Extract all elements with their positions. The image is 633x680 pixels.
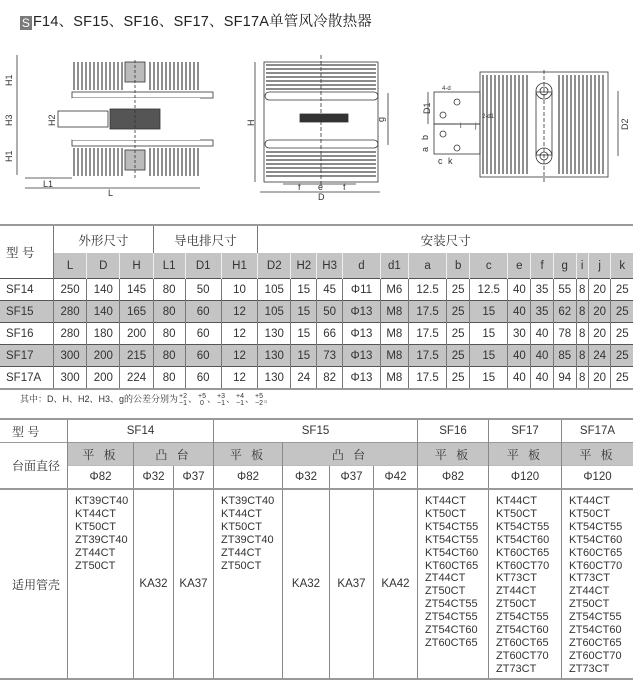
technical-drawings: [0, 40, 633, 212]
value-cell: 35: [531, 301, 554, 323]
value-cell: Φ13: [343, 345, 381, 367]
label-2d1: 2-d1: [482, 114, 495, 120]
case-item: KT60CT65: [569, 546, 623, 559]
value-cell: 94: [553, 367, 576, 390]
case-item: KT50CT: [425, 507, 466, 520]
model-sf14: SF14: [68, 419, 214, 443]
model-cell: SF15: [0, 301, 54, 323]
label-c: c: [438, 156, 443, 166]
table-row: [0, 279, 633, 301]
value-cell: 200: [120, 323, 153, 345]
column-header: H: [120, 253, 153, 279]
case-item: KT54CT55: [569, 520, 623, 533]
column-header: i: [576, 253, 588, 279]
value-cell: 30: [508, 323, 531, 345]
case-item: ZT50CT: [75, 559, 116, 572]
value-cell: 45: [317, 279, 343, 301]
value-cell: 8: [576, 301, 588, 323]
case-table: [0, 418, 633, 680]
tolerance-lower: −2: [255, 399, 263, 407]
value-cell: 80: [153, 301, 185, 323]
column-header: b: [447, 253, 470, 279]
column-header: e: [508, 253, 531, 279]
value-cell: Φ11: [343, 279, 381, 301]
value-cell: 215: [120, 345, 153, 367]
value-cell: 130: [258, 323, 291, 345]
label-d: D: [318, 192, 325, 202]
value-cell: 250: [54, 279, 87, 301]
value-cell: Φ13: [343, 301, 381, 323]
sf14-dia-32: Φ32: [134, 466, 174, 490]
value-cell: 20: [588, 323, 611, 345]
model-cell: SF17A: [0, 367, 54, 390]
group-outline: 外形尺寸: [54, 225, 154, 253]
case-item: KT60CT70: [496, 559, 550, 572]
sf14-dia-flat: Φ82: [68, 466, 134, 490]
value-cell: 80: [153, 279, 185, 301]
case-item: ZT44CT: [496, 585, 537, 598]
value-cell: 15: [470, 367, 508, 390]
value-cell: M6: [380, 279, 408, 301]
value-cell: M8: [380, 345, 408, 367]
value-cell: 15: [291, 301, 317, 323]
tolerance-upper: +2: [179, 392, 187, 400]
value-cell: 40: [531, 345, 554, 367]
sf17-dia: Φ120: [489, 466, 562, 490]
value-cell: 60: [185, 345, 221, 367]
separator: 、: [226, 394, 236, 404]
value-cell: 24: [588, 345, 611, 367]
sf17-cases: [489, 490, 561, 676]
label-g: g: [376, 116, 386, 122]
value-cell: 40: [508, 345, 531, 367]
value-cell: 40: [508, 301, 531, 323]
column-header: f: [531, 253, 554, 279]
value-cell: 25: [611, 367, 633, 390]
tolerance-upper: +5: [198, 392, 206, 400]
case-item: KT50CT: [496, 507, 537, 520]
model-sf16: SF16: [418, 419, 489, 443]
value-cell: 15: [470, 323, 508, 345]
value-cell: 180: [87, 323, 120, 345]
value-cell: 17.5: [408, 367, 446, 390]
model-header: 型 号: [0, 225, 54, 279]
value-cell: 80: [153, 345, 185, 367]
model-cell: SF14: [0, 279, 54, 301]
page-title: [20, 10, 372, 31]
tolerance-upper: +4: [236, 392, 244, 400]
label-4d: 4-d: [442, 86, 451, 92]
column-header: H2: [291, 253, 317, 279]
value-cell: 24: [291, 367, 317, 390]
value-cell: 8: [576, 345, 588, 367]
value-cell: 140: [87, 301, 120, 323]
label-h1-top: H1: [4, 74, 14, 86]
sf14-boss-case-2: KA37: [174, 489, 214, 679]
case-item: KT60CT65: [425, 559, 479, 572]
group-busbar: 导电排尺寸: [153, 225, 258, 253]
label-a: a: [420, 146, 430, 152]
value-cell: 50: [185, 279, 221, 301]
value-cell: 40: [531, 367, 554, 390]
label-l: L: [108, 188, 114, 198]
value-cell: 35: [531, 279, 554, 301]
value-cell: 8: [576, 367, 588, 390]
case-item: KT50CT: [75, 520, 116, 533]
diameter-label: 台面直径: [0, 443, 68, 490]
case-item: KT73CT: [496, 572, 537, 585]
sf15-flat-cases: [214, 490, 282, 572]
value-cell: 80: [153, 323, 185, 345]
value-cell: 25: [447, 279, 470, 301]
sf17a-flat-header: 平 板: [562, 443, 633, 466]
value-cell: 8: [576, 279, 588, 301]
tolerance-lower: 0: [200, 399, 204, 407]
label-d1: D1: [422, 102, 432, 114]
value-cell: 105: [258, 301, 291, 323]
value-cell: 25: [611, 301, 633, 323]
model-cell: SF17: [0, 345, 54, 367]
value-cell: 12: [221, 301, 257, 323]
value-cell: 224: [120, 367, 153, 390]
case-item: ZT60CT65: [496, 636, 549, 649]
value-cell: 130: [258, 367, 291, 390]
title-badge: S: [21, 16, 31, 30]
column-header: k: [611, 253, 633, 279]
value-cell: 85: [553, 345, 576, 367]
value-cell: 140: [87, 279, 120, 301]
sf15-boss-header: 凸 台: [283, 443, 418, 466]
sf14-dia-37: Φ37: [174, 466, 214, 490]
case-item: KT54CT60: [425, 546, 479, 559]
value-cell: 15: [470, 345, 508, 367]
value-cell: 20: [588, 367, 611, 390]
case-item: KT50CT: [569, 507, 610, 520]
value-cell: 20: [588, 279, 611, 301]
case-item: ZT54CT55: [425, 611, 478, 624]
value-cell: 300: [54, 367, 87, 390]
table-row: [0, 367, 633, 390]
value-cell: 280: [54, 323, 87, 345]
value-cell: 82: [317, 367, 343, 390]
value-cell: 165: [120, 301, 153, 323]
value-cell: 8: [576, 323, 588, 345]
label-h3: H3: [4, 114, 14, 126]
sf15-boss-case-3: KA42: [374, 489, 418, 679]
value-cell: 78: [553, 323, 576, 345]
value-cell: 280: [54, 301, 87, 323]
value-cell: 200: [87, 367, 120, 390]
value-cell: M8: [380, 323, 408, 345]
sf15-dia-42: Φ42: [374, 466, 418, 490]
case-item: ZT54CT60: [425, 624, 478, 637]
label-h: H: [246, 119, 256, 126]
value-cell: 15: [291, 279, 317, 301]
value-cell: 40: [508, 367, 531, 390]
value-cell: 130: [258, 345, 291, 367]
case-item: ZT39CT40: [221, 533, 274, 546]
case-label: 适用管壳: [0, 489, 68, 679]
value-cell: M8: [380, 367, 408, 390]
value-cell: 73: [317, 345, 343, 367]
case-item: ZT54CT60: [496, 624, 549, 637]
group-install: 安装尺寸: [258, 225, 633, 253]
case-item: ZT50CT: [569, 598, 610, 611]
value-cell: 15: [470, 301, 508, 323]
value-cell: 10: [221, 279, 257, 301]
value-cell: 25: [447, 345, 470, 367]
label-h1-bottom: H1: [4, 150, 14, 162]
case-item: KT44CT: [221, 507, 262, 520]
case-item: ZT54CT55: [496, 611, 549, 624]
value-cell: 200: [87, 345, 120, 367]
column-header: H3: [317, 253, 343, 279]
value-cell: 66: [317, 323, 343, 345]
column-header: g: [553, 253, 576, 279]
value-cell: 25: [447, 301, 470, 323]
tolerance-upper: +5: [255, 392, 263, 400]
case-item: ZT39CT40: [75, 533, 128, 546]
value-cell: 12: [221, 345, 257, 367]
case-item: KT44CT: [75, 507, 116, 520]
title-text: F14、SF15、SF16、SF17、SF17A单管风冷散热器: [33, 14, 372, 30]
case-item: ZT60CT70: [569, 649, 622, 662]
case-item: ZT44CT: [569, 585, 610, 598]
value-cell: 25: [611, 323, 633, 345]
value-cell: 40: [508, 279, 531, 301]
column-header: a: [408, 253, 446, 279]
case-item: KT50CT: [221, 520, 262, 533]
model-cell: SF16: [0, 323, 54, 345]
case-item: KT60CT70: [569, 559, 623, 572]
separator: 、: [207, 394, 217, 404]
tolerance: [217, 393, 225, 407]
case-item: ZT54CT55: [425, 598, 478, 611]
case-item: KT44CT: [569, 495, 610, 507]
value-cell: 25: [611, 279, 633, 301]
tolerance-upper: +3: [217, 392, 225, 400]
case-item: ZT50CT: [425, 585, 466, 598]
value-cell: Φ13: [343, 367, 381, 390]
column-header: L: [54, 253, 87, 279]
sf15-flat-header: 平 板: [214, 443, 283, 466]
label-d2: D2: [620, 118, 630, 130]
case-item: KT73CT: [569, 572, 610, 585]
tolerance-lower: −1: [236, 399, 244, 407]
separator: 、: [245, 394, 255, 404]
column-header: c: [470, 253, 508, 279]
column-header: D: [87, 253, 120, 279]
case-item: ZT60CT70: [496, 649, 549, 662]
value-cell: 80: [153, 367, 185, 390]
model-sf15: SF15: [214, 419, 418, 443]
value-cell: 15: [291, 323, 317, 345]
value-cell: 25: [611, 345, 633, 367]
tolerance: [255, 393, 263, 407]
value-cell: 60: [185, 323, 221, 345]
case-item: KT44CT: [496, 495, 537, 507]
tolerance: [198, 393, 206, 407]
column-header: D1: [185, 253, 221, 279]
tolerance: [236, 393, 244, 407]
value-cell: 12: [221, 323, 257, 345]
tolerance-lower: −1: [217, 399, 225, 407]
sf17-flat-header: 平 板: [489, 443, 562, 466]
sf15-boss-case-2: KA37: [330, 489, 374, 679]
case-item: KT39CT40: [221, 495, 275, 507]
value-cell: 60: [185, 301, 221, 323]
case-item: KT60CT65: [496, 546, 550, 559]
sf16-flat-header: 平 板: [418, 443, 489, 466]
sf15-dia-flat: Φ82: [214, 466, 283, 490]
value-cell: 60: [185, 367, 221, 390]
table-row: [0, 323, 633, 345]
sf14-flat-cases: [68, 490, 133, 572]
value-cell: 17.5: [408, 301, 446, 323]
value-cell: 17.5: [408, 345, 446, 367]
value-cell: 20: [588, 301, 611, 323]
value-cell: 62: [553, 301, 576, 323]
sf14-boss-case-1: KA32: [134, 489, 174, 679]
sf14-boss-header: 凸 台: [134, 443, 214, 466]
value-cell: 55: [553, 279, 576, 301]
value-cell: 105: [258, 279, 291, 301]
value-cell: 50: [317, 301, 343, 323]
label-h2: H2: [47, 114, 57, 126]
sf14-flat-header: 平 板: [68, 443, 134, 466]
case-item: ZT73CT: [496, 662, 537, 675]
sf15-boss-case-1: KA32: [283, 489, 330, 679]
case-item: ZT44CT: [425, 572, 466, 585]
value-cell: 40: [531, 323, 554, 345]
value-cell: 25: [447, 367, 470, 390]
sf17a-cases: [562, 490, 633, 676]
sf17a-dia: Φ120: [562, 466, 633, 490]
value-cell: 12.5: [408, 279, 446, 301]
case-item: KT44CT: [425, 495, 466, 507]
value-cell: 17.5: [408, 323, 446, 345]
value-cell: 12.5: [470, 279, 508, 301]
column-header: j: [588, 253, 611, 279]
sf16-dia: Φ82: [418, 466, 489, 490]
table-row: [0, 345, 633, 367]
case-item: ZT73CT: [569, 662, 610, 675]
table-row: [0, 301, 633, 323]
case-model-label: 型 号: [0, 419, 68, 443]
case-item: ZT60CT65: [425, 636, 478, 649]
note-suffix: 。: [264, 394, 274, 404]
case-item: KT54CT55: [425, 533, 479, 546]
case-item: KT54CT60: [569, 533, 623, 546]
model-sf17a: SF17A: [562, 419, 633, 443]
sf15-dia-32: Φ32: [283, 466, 330, 490]
note-prefix: 其中：D、H、H2、H3、g的公差分别为: [20, 394, 179, 404]
value-cell: 12: [221, 367, 257, 390]
label-l1: L1: [43, 179, 54, 189]
label-f-right: f: [343, 182, 346, 192]
sf15-dia-37: Φ37: [330, 466, 374, 490]
label-i: i: [460, 123, 462, 130]
case-item: ZT54CT60: [569, 624, 622, 637]
tolerance: [179, 393, 187, 407]
column-header: d: [343, 253, 381, 279]
label-e: e: [318, 182, 324, 192]
dimension-table: [0, 224, 633, 390]
case-item: KT54CT55: [496, 520, 550, 533]
case-item: ZT44CT: [221, 546, 262, 559]
value-cell: 25: [447, 323, 470, 345]
case-item: KT39CT40: [75, 495, 129, 507]
column-header: H1: [221, 253, 257, 279]
case-item: ZT50CT: [496, 598, 537, 611]
case-item: ZT54CT55: [569, 611, 622, 624]
case-item: ZT44CT: [75, 546, 116, 559]
column-header: L1: [153, 253, 185, 279]
case-item: KT54CT55: [425, 520, 479, 533]
label-f-left: f: [298, 182, 301, 192]
column-header: d1: [380, 253, 408, 279]
tolerance-note: [20, 392, 273, 407]
sf16-cases: [418, 490, 488, 650]
model-sf17: SF17: [489, 419, 562, 443]
value-cell: M8: [380, 301, 408, 323]
value-cell: 15: [291, 345, 317, 367]
value-cell: Φ13: [343, 323, 381, 345]
label-j: j: [475, 123, 477, 130]
value-cell: 145: [120, 279, 153, 301]
label-k: k: [448, 156, 453, 166]
case-item: KT54CT60: [496, 533, 550, 546]
separator: 、: [188, 394, 198, 404]
label-b: b: [420, 134, 430, 140]
tolerance-lower: −1: [179, 399, 187, 407]
value-cell: 300: [54, 345, 87, 367]
case-item: ZT50CT: [221, 559, 262, 572]
column-header: D2: [258, 253, 291, 279]
case-item: ZT60CT65: [569, 636, 622, 649]
